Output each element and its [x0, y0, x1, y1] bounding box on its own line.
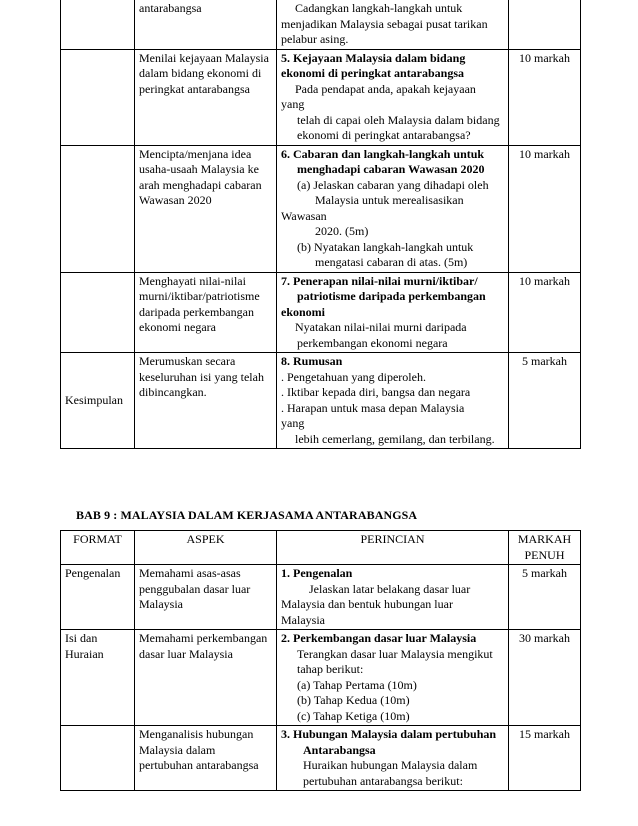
perincian-line: yang [281, 97, 305, 111]
markah-cell: 10 markah [509, 272, 581, 353]
markah-cell: 30 markah [509, 630, 581, 726]
aspek-cell: Memahami asas-asas penggubalan dasar luar Malaysia [135, 565, 277, 630]
perincian-line: Malaysia [281, 612, 325, 627]
header-markah: MARKAH PENUH [509, 531, 581, 565]
perincian-line: (c) Tahap Ketiga (10m) [297, 708, 410, 723]
markah-cell: 5 markah [509, 353, 581, 449]
perincian-line: menghadapi cabaran Wawasan 2020 [297, 162, 485, 176]
aspek-cell: Memahami perkembangan dasar luar Malaysia [135, 630, 277, 726]
aspek-cell: antarabangsa [135, 0, 277, 49]
format-cell [61, 272, 135, 353]
markah-cell: 10 markah [509, 145, 581, 272]
perincian-line: telah di capai oleh Malaysia dalam bidang [297, 112, 500, 127]
format-cell: Isi dan Huraian [61, 630, 135, 726]
perincian-line: 1. Pengenalan [281, 566, 353, 580]
perincian-line: (b) Nyatakan langkah-langkah untuk [297, 239, 474, 254]
header-aspek: ASPEK [135, 531, 277, 565]
aspek-cell: Menghayati nilai-nilai murni/iktibar/patriotisme daripada perkembangan ekonomi negara [135, 272, 277, 353]
table-row [61, 145, 581, 272]
perincian-line: Wawasan [281, 208, 327, 223]
perincian-line: pelabur asing. [281, 32, 349, 46]
aspek-cell: Mencipta/menjana idea usaha-usaah Malaysia ke arah menghadapi cabaran Wawasan 2020 [135, 145, 277, 272]
perincian-line: ekonomi [281, 304, 326, 319]
format-cell: Kesimpulan [61, 353, 135, 449]
perincian-line: ekonomi di peringkat antarabangsa? [297, 128, 471, 142]
table-row [61, 630, 581, 726]
format-cell [61, 726, 135, 791]
table-row [61, 49, 581, 145]
aspek-cell: Menilai kejayaan Malaysia dalam bidang ekonomi di peringkat antarabangsa [135, 49, 277, 145]
perincian-cell [277, 0, 509, 49]
perincian-line: 2. Perkembangan dasar luar Malaysia [281, 631, 477, 645]
perincian-line: 3. Hubungan Malaysia dalam pertubuhan [281, 727, 497, 741]
perincian-line: Jelaskan latar belakang dasar luar [309, 581, 471, 596]
table-header-row [61, 531, 581, 565]
perincian-line: ekonomi di peringkat antarabangsa [281, 66, 465, 80]
perincian-line: 8. Rumusan [281, 354, 343, 368]
perincian-line: Malaysia dan bentuk hubungan luar [281, 597, 453, 611]
perincian-line: mengatasi cabaran di atas. (5m) [315, 255, 468, 269]
table-row [61, 272, 581, 353]
aspek-cell: Menganalisis hubungan Malaysia dalam pertubuhan antarabangsa [135, 726, 277, 791]
perincian-cell [277, 353, 509, 449]
format-cell [61, 49, 135, 145]
perincian-cell [277, 272, 509, 353]
table-row [61, 726, 581, 791]
perincian-cell [277, 630, 509, 726]
markah-cell: 5 markah [509, 565, 581, 630]
perincian-line: menjadikan Malaysia sebagai pusat tarikan [281, 16, 488, 31]
perincian-line: 7. Penerapan nilai-nilai murni/iktibar/ [281, 273, 478, 288]
perincian-line: . Harapan untuk masa depan Malaysia [281, 400, 465, 415]
perincian-cell [277, 145, 509, 272]
format-cell [61, 145, 135, 272]
chapter-9-table [60, 530, 581, 791]
table-row [61, 565, 581, 630]
perincian-line: 6. Cabaran dan langkah-langkah untuk [281, 146, 485, 161]
format-cell [61, 0, 135, 49]
perincian-line: 2020. (5m) [315, 224, 369, 238]
perincian-line: perkembangan ekonomi negara [297, 335, 448, 350]
perincian-line: (b) Tahap Kedua (10m) [297, 693, 410, 707]
perincian-line: . Iktibar kepada diri, bangsa dan negara [281, 385, 471, 399]
markah-cell [509, 0, 581, 49]
perincian-line: patriotisme daripada perkembangan [297, 289, 486, 303]
perincian-line: 5. Kejayaan Malaysia dalam bidang [281, 50, 466, 65]
perincian-line: Nyatakan nilai-nilai murni daripada [295, 320, 467, 334]
perincian-line: Antarabangsa [303, 742, 376, 757]
table-row [61, 0, 581, 49]
assessment-table-continued [60, 0, 581, 449]
perincian-cell [277, 49, 509, 145]
perincian-line: Huraikan hubungan Malaysia dalam [303, 758, 478, 772]
markah-cell: 15 markah [509, 726, 581, 791]
perincian-line: pertubuhan antarabangsa berikut: [303, 773, 463, 788]
perincian-cell [277, 565, 509, 630]
perincian-line: (a) Jelaskan cabaran yang dihadapi oleh [297, 177, 489, 192]
perincian-line: . Pengetahuan yang diperoleh. [281, 369, 426, 384]
perincian-line: lebih cemerlang, gemilang, dan terbilang. [295, 431, 495, 446]
format-cell: Pengenalan [61, 565, 135, 630]
perincian-cell [277, 726, 509, 791]
table-row [61, 353, 581, 449]
perincian-line: yang [281, 416, 305, 430]
perincian-line: Terangkan dasar luar Malaysia mengikut [297, 646, 493, 661]
perincian-line: Cadangkan langkah-langkah untuk [295, 1, 463, 15]
perincian-line: (a) Tahap Pertama (10m) [297, 677, 417, 692]
perincian-line: Pada pendapat anda, apakah kejayaan [295, 81, 476, 96]
chapter-heading: BAB 9 : MALAYSIA DALAM KERJASAMA ANTARABANGSA [76, 508, 418, 522]
perincian-line: tahap berikut: [297, 662, 364, 676]
aspek-cell: Merumuskan secara keseluruhan isi yang telah dibincangkan. [135, 353, 277, 449]
perincian-line: Malaysia untuk merealisasikan [315, 193, 464, 207]
header-perincian: PERINCIAN [277, 531, 509, 565]
markah-cell: 10 markah [509, 49, 581, 145]
header-format: FORMAT [61, 531, 135, 565]
